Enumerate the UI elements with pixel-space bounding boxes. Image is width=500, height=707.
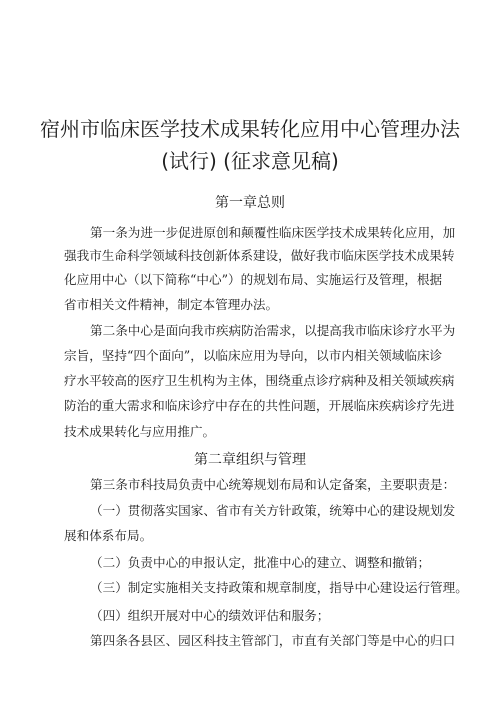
article-2-line: 第二条中心是面向我市疾病防治需求，以提高我市临床诊疗水平为 [90, 323, 456, 338]
article-2-line: 宗旨，坚持“四个面向”，以临床应用为导向，以市内相关领域临床诊 [64, 348, 443, 363]
duty-item: （二）负责中心的申报认定，批准中心的建立、调整和撤销； [90, 555, 431, 570]
article-2-line: 防治的重大需求和临床诊疗中存在的共性问题，开展临床疾病诊疗先进 [64, 398, 455, 413]
duty-item: （三）制定实施相关支持政策和规章制度，指导中心建设运行管理。 [90, 580, 468, 595]
article-4-line: 第四条各县区、园区科技主管部门，市直有关部门等是中心的归口 [90, 633, 456, 648]
article-1-line: 省市相关文件精神，制定本管理办法。 [64, 297, 279, 312]
document-title: 宿州市临床医学技术成果转化应用中心管理办法 [40, 117, 460, 141]
article-1-line: 第一条为进一步促进原创和颠覆性临床医学技术成果转化应用，加 [90, 225, 456, 240]
duty-item: （一）贯彻落实国家、省市有关方针政策，统筹中心的建设规划发 [90, 503, 456, 518]
article-2-line: 疗水平较高的医疗卫生机构为主体，围绕重点诊疗病种及相关领域疾病 [64, 373, 455, 388]
article-3-line: 第三条市科技局负责中心统筹规划布局和认定备案，主要职责是： [90, 477, 456, 492]
article-2-line: 技术成果转化与应用推广。 [64, 424, 216, 439]
article-1-line: 强我市生命科学领域科技创新体系建设，做好我市临床医学技术成果转 [64, 248, 455, 263]
document-subtitle: (试行) (征求意见稿) [161, 149, 339, 173]
article-1-line: 化应用中心（以下简称“中心”）的规划布局、实施运行及管理，根据 [64, 272, 443, 287]
duty-item: （四）组织开展对中心的绩效评估和服务； [90, 608, 330, 623]
chapter-2-heading: 第二章组织与管理 [194, 452, 306, 468]
chapter-1-heading: 第一章总则 [215, 195, 285, 211]
duty-item: 展和体系布局。 [64, 528, 153, 543]
